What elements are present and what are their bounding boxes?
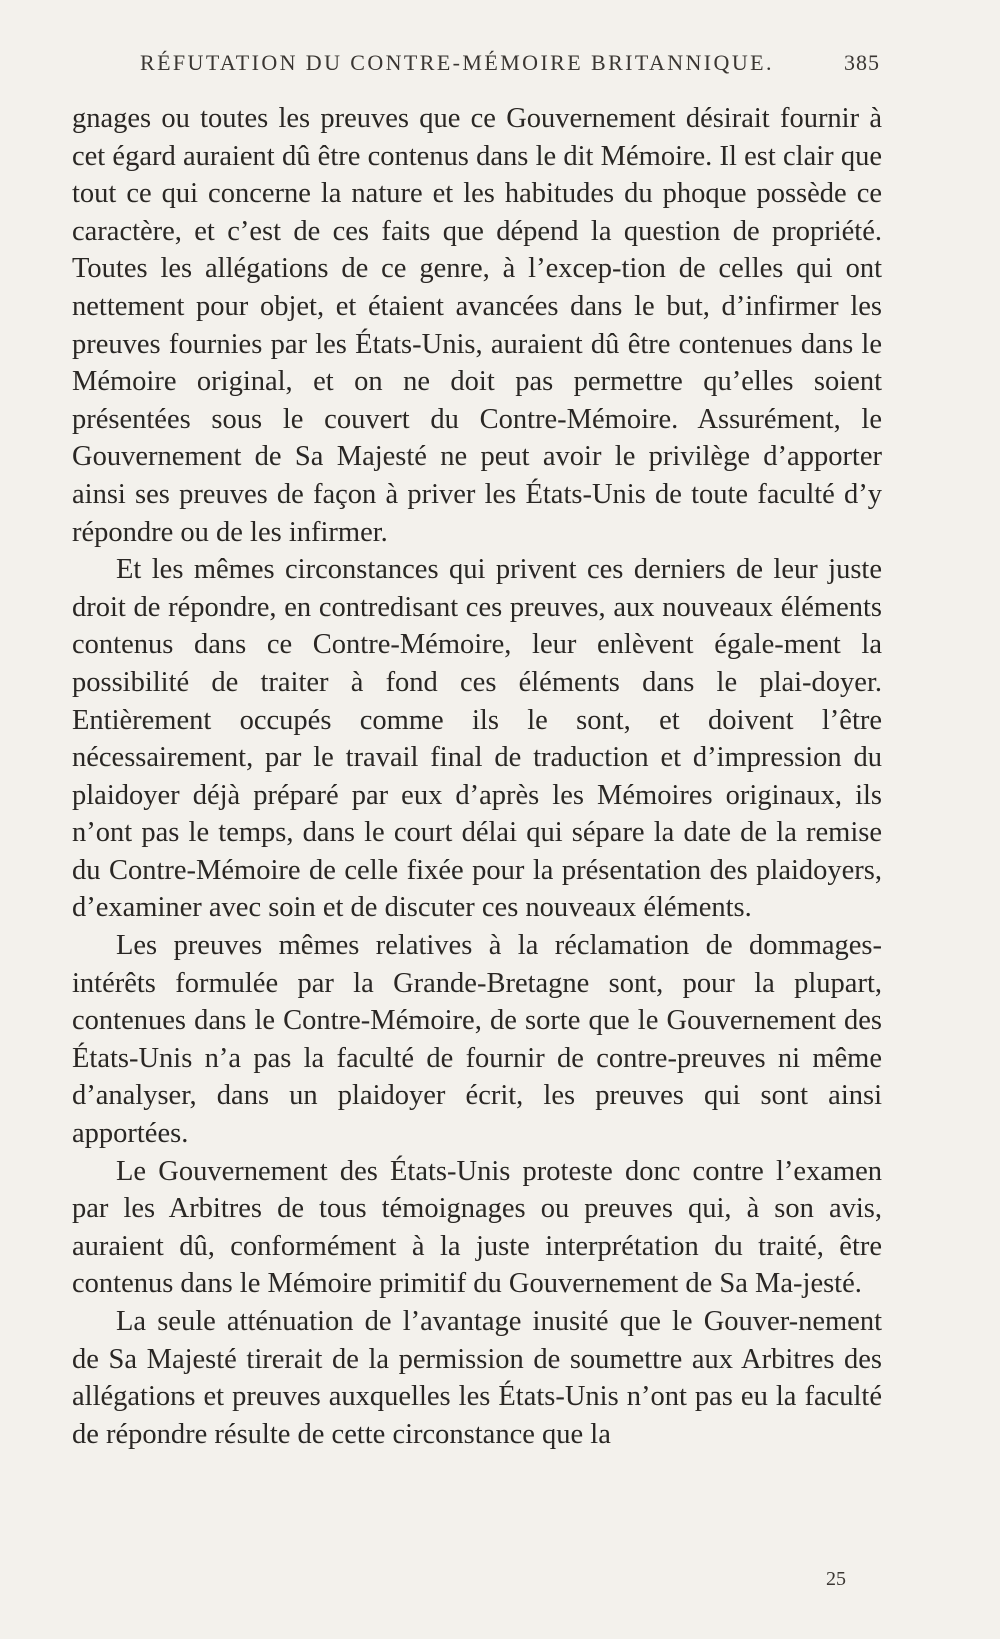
page-number: 385 xyxy=(844,50,880,75)
running-head xyxy=(140,50,880,76)
paragraph: La seule atténuation de l’avantage inusité que le Gouver-nement de Sa Majesté tirerait de la permission de soumettre aux Arbitres des allégations et preuves auxquelles les États-Unis n’ont pas eu la faculté de répondre résulte de cette circonstance que la xyxy=(72,1306,882,1450)
paragraph: Les preuves mêmes relatives à la réclamation de dommages-intérêts formulée par la Grande-Bretagne sont, pour la plupart, contenues dans le Contre-Mémoire, de sorte que le Gouvernement des États-Unis n’a pas la faculté de fournir de contre-preuves ni même d’analyser, dans un plaidoyer écrit, les preuves qui sont ainsi apportées. xyxy=(72,930,882,1150)
paragraph: Et les mêmes circonstances qui privent ces derniers de leur juste droit de répondre, en contredisant ces preuves, aux nouveaux éléments contenus dans ce Contre-Mémoire, leur enlèvent égale-ment la possibilité de traiter à fond ces éléments dans le plai-doyer. Entièrement occupés comme ils le sont, et doivent l’être nécessairement, par le travail final de traduction et d’impression du plaidoyer déjà préparé par eux d’après les Mémoires originaux, ils n’ont pas le temps, dans le court délai qui sépare la date de la remise du Contre-Mémoire de celle fixée pour la présentation des plaidoyers, d’examiner avec soin et de discuter ces nouveaux éléments. xyxy=(72,554,882,924)
body-text xyxy=(72,100,882,1453)
paragraph-continuation: gnages ou toutes les preuves que ce Gouvernement désirait fournir à cet égard auraient dû être contenus dans le dit Mémoire. Il est clair que tout ce qui concerne la nature et les habitudes du phoque possède ce caractère, et c’est de ces faits que dépend la question de propriété. Toutes les allégations de ce genre, à l’excep-tion de celles qui ont nettement pour objet, et étaient avancées dans le but, d’infirmer les preuves fournies par les États-Unis, auraient dû être contenues dans le Mémoire original, et on ne doit pas permettre qu’elles soient présentées sous le couvert du Contre-Mémoire. Assurément, le Gouvernement de Sa Majesté ne peut avoir le privilège d’apporter ainsi ses preuves de façon à priver les États-Unis de toute faculté d’y répondre ou de les infirmer. xyxy=(72,103,882,548)
signature-mark: 25 xyxy=(826,1568,846,1590)
running-title: RÉFUTATION DU CONTRE-MÉMOIRE BRITANNIQUE. xyxy=(140,50,774,75)
paragraph: Le Gouvernement des États-Unis proteste donc contre l’examen par les Arbitres de tous témoignages ou preuves qui, à son avis, auraient dû, conformément à la juste interprétation du traité, être contenus dans le Mémoire primitif du Gouvernement de Sa Ma-jesté. xyxy=(72,1155,882,1300)
